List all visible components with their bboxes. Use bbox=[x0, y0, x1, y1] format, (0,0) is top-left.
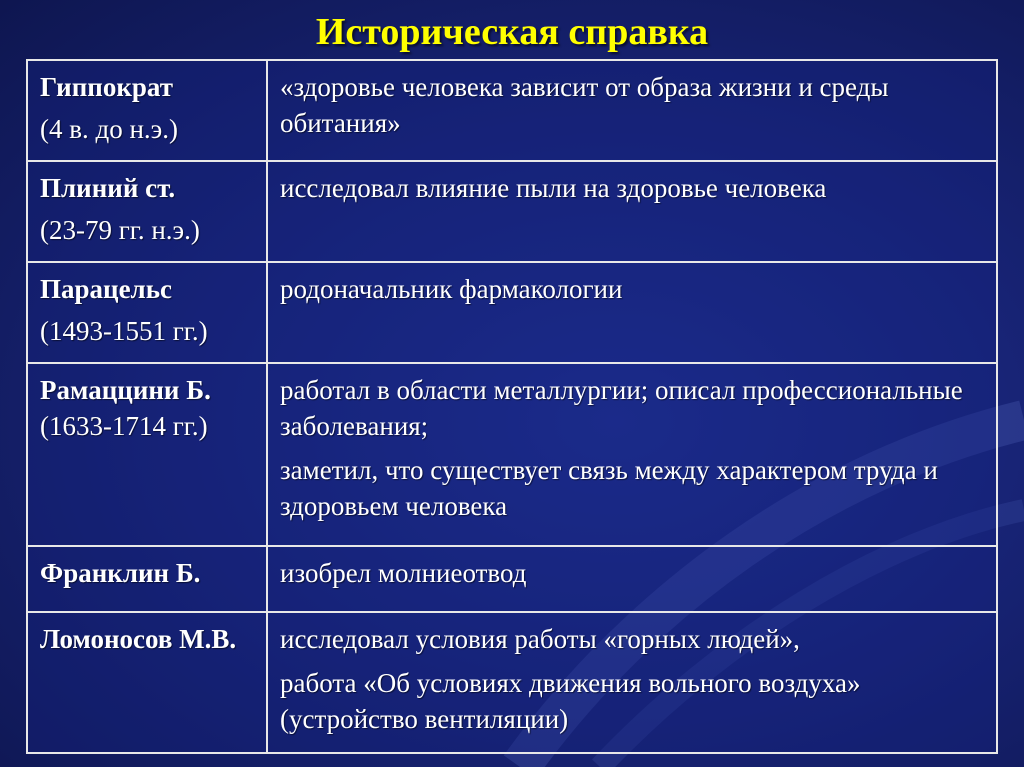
person-dates: (1633-1714 гг.) bbox=[40, 411, 208, 441]
table-row bbox=[27, 612, 997, 753]
table-row bbox=[27, 161, 997, 262]
description-text: заметил, что существует связь между характером труда и здоровьем человека bbox=[280, 455, 938, 521]
description-cell bbox=[267, 612, 997, 753]
description-text: родоначальник фармакологии bbox=[280, 274, 623, 304]
person-cell bbox=[27, 546, 267, 612]
table-row bbox=[27, 363, 997, 546]
page-title: Историческая справка bbox=[315, 11, 709, 53]
description-text: изобрел молниеотвод bbox=[280, 558, 527, 588]
description-text: работа «Об условиях движения вольного воздуха» (устройство вентиляции) bbox=[280, 668, 861, 734]
history-table bbox=[26, 59, 998, 754]
person-dates: (4 в. до н.э.) bbox=[40, 114, 179, 144]
person-dates: (23-79 гг. н.э.) bbox=[40, 215, 200, 245]
description-text: «здоровье человека зависит от образа жизни и среды обитания» bbox=[280, 72, 889, 138]
person-name: Плиний ст. bbox=[40, 173, 176, 203]
person-cell bbox=[27, 60, 267, 161]
table-row bbox=[27, 546, 997, 612]
person-name: Ломоносов М.В. bbox=[40, 624, 237, 654]
description-cell bbox=[267, 161, 997, 262]
person-dates: (1493-1551 гг.) bbox=[40, 316, 208, 346]
person-cell bbox=[27, 161, 267, 262]
description-text: исследовал влияние пыли на здоровье человека bbox=[280, 173, 827, 203]
person-cell bbox=[27, 612, 267, 753]
person-cell bbox=[27, 363, 267, 546]
person-cell bbox=[27, 262, 267, 363]
table-row bbox=[27, 262, 997, 363]
person-name: Парацельс bbox=[40, 274, 172, 304]
description-cell bbox=[267, 363, 997, 546]
description-text: работал в области металлургии; описал профессиональные заболевания; bbox=[280, 375, 963, 441]
table-row bbox=[27, 60, 997, 161]
description-cell bbox=[267, 60, 997, 161]
description-text: исследовал условия работы «горных людей», bbox=[280, 624, 800, 654]
description-cell bbox=[267, 262, 997, 363]
person-name: Рамаццини Б. bbox=[40, 375, 211, 405]
person-name: Франклин Б. bbox=[40, 558, 201, 588]
description-cell bbox=[267, 546, 997, 612]
person-name: Гиппократ bbox=[40, 72, 173, 102]
